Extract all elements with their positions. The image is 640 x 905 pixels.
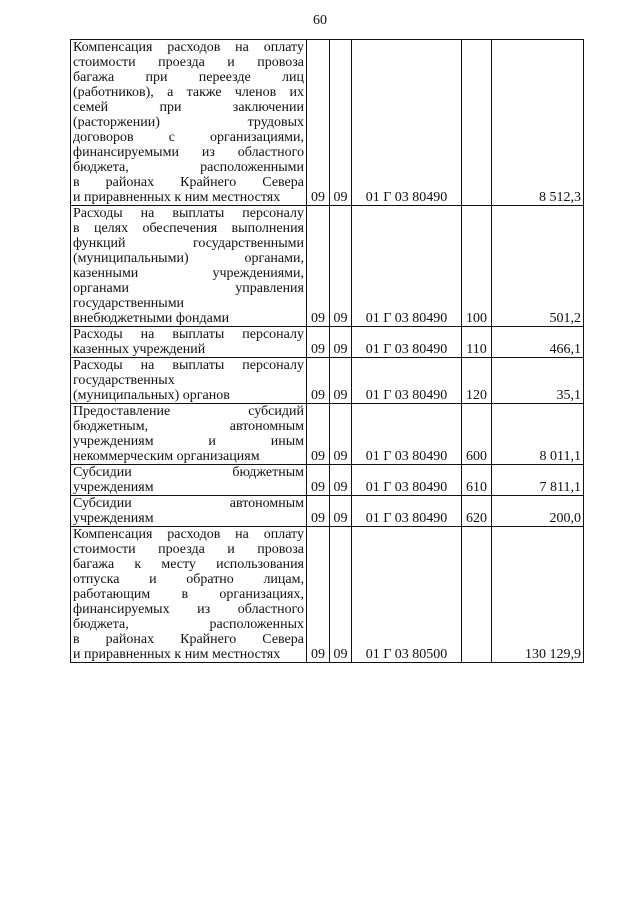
expense-name-line: бюджета, расположенными (73, 160, 304, 175)
amount-cell: 200,0 (492, 496, 584, 527)
expense-name-cell (71, 527, 307, 663)
budget-table (70, 39, 584, 663)
expense-type-cell: 610 (462, 465, 492, 496)
table-row (71, 206, 584, 327)
section-code-cell: 09 (307, 327, 330, 358)
budget-table-body (71, 40, 584, 663)
expense-name-line: багажа при переезде лиц (73, 70, 304, 85)
expense-name-line: Компенсация расходов на оплату (73, 527, 304, 542)
expense-type-cell: 120 (462, 358, 492, 404)
expense-name-line: и приравненных к ним местностях (73, 647, 281, 662)
expense-name-cell (71, 40, 307, 206)
expense-name-line: в целях обеспечения выполнения (73, 221, 304, 236)
table-row (71, 465, 584, 496)
table-row (71, 527, 584, 663)
amount-cell: 35,1 (492, 358, 584, 404)
expense-name-cell (71, 206, 307, 327)
expense-name-cell (71, 465, 307, 496)
section-code-cell: 09 (307, 465, 330, 496)
expense-name-line: бюджетным, автономным (73, 419, 304, 434)
expense-name-cell (71, 404, 307, 465)
amount-cell: 466,1 (492, 327, 584, 358)
subsection-code-cell: 09 (330, 358, 352, 404)
subsection-code-cell: 09 (330, 206, 352, 327)
expense-name-line: Субсидии бюджетным (73, 465, 304, 480)
expense-name-line: бюджета, расположенных (73, 617, 304, 632)
table-row (71, 404, 584, 465)
expense-name-line: учреждениям (73, 511, 154, 526)
subsection-code-cell: 09 (330, 40, 352, 206)
expense-name-cell (71, 327, 307, 358)
expense-type-cell: 110 (462, 327, 492, 358)
expense-name-line: стоимости проезда и провоза (73, 55, 304, 70)
table-row (71, 358, 584, 404)
expense-name-line: казенными учреждениями, (73, 266, 304, 281)
section-code-cell: 09 (307, 358, 330, 404)
expense-name-line: Расходы на выплаты персоналу (73, 327, 304, 342)
expense-name-line: финансируемых из областного (73, 602, 304, 617)
expense-name-line: работающим в организациях, (73, 587, 304, 602)
target-article-cell: 01 Г 03 80500 (352, 527, 462, 663)
section-code-cell: 09 (307, 206, 330, 327)
expense-name-line: (муниципальными) органами, (73, 251, 304, 266)
table-row (71, 496, 584, 527)
subsection-code-cell: 09 (330, 465, 352, 496)
subsection-code-cell: 09 (330, 404, 352, 465)
section-code-cell: 09 (307, 496, 330, 527)
page-number: 60 (313, 13, 327, 28)
expense-name-line: казенных учреждений (73, 342, 206, 357)
expense-name-line: (работников), а также членов их (73, 85, 304, 100)
subsection-code-cell: 09 (330, 496, 352, 527)
expense-name-line: (муниципальных) органов (73, 388, 230, 403)
expense-name-line: и приравненных к ним местностях (73, 190, 281, 205)
subsection-code-cell: 09 (330, 527, 352, 663)
expense-name-line: Компенсация расходов на оплату (73, 40, 304, 55)
section-code-cell: 09 (307, 527, 330, 663)
target-article-cell: 01 Г 03 80490 (352, 496, 462, 527)
table-row (71, 40, 584, 206)
amount-cell: 7 811,1 (492, 465, 584, 496)
expense-name-line: семей при заключении (73, 100, 304, 115)
expense-name-line: органами управления (73, 281, 304, 296)
target-article-cell: 01 Г 03 80490 (352, 404, 462, 465)
expense-name-line: государственными (73, 296, 185, 311)
expense-name-line: Предоставление субсидий (73, 404, 304, 419)
subsection-code-cell: 09 (330, 327, 352, 358)
expense-type-cell (462, 40, 492, 206)
expense-name-line: функций государственными (73, 236, 304, 251)
amount-cell: 8 011,1 (492, 404, 584, 465)
target-article-cell: 01 Г 03 80490 (352, 358, 462, 404)
expense-name-line: (расторжении) трудовых (73, 115, 304, 130)
amount-cell: 8 512,3 (492, 40, 584, 206)
target-article-cell: 01 Г 03 80490 (352, 206, 462, 327)
section-code-cell: 09 (307, 40, 330, 206)
expense-type-cell: 620 (462, 496, 492, 527)
expense-name-line: Субсидии автономным (73, 496, 304, 511)
expense-name-line: учреждениям и иным (73, 434, 304, 449)
expense-name-line: стоимости проезда и провоза (73, 542, 304, 557)
target-article-cell: 01 Г 03 80490 (352, 40, 462, 206)
expense-name-line: отпуска и обратно лицам, (73, 572, 304, 587)
expense-name-line: в районах Крайнего Севера (73, 175, 304, 190)
expense-name-line: учреждениям (73, 480, 154, 495)
expense-type-cell (462, 527, 492, 663)
expense-name-line: некоммерческим организациям (73, 449, 260, 464)
expense-name-line: Расходы на выплаты персоналу (73, 206, 304, 221)
expense-name-line: в районах Крайнего Севера (73, 632, 304, 647)
expense-name-cell (71, 496, 307, 527)
target-article-cell: 01 Г 03 80490 (352, 465, 462, 496)
expense-name-line: багажа к месту использования (73, 557, 304, 572)
section-code-cell: 09 (307, 404, 330, 465)
table-row (71, 327, 584, 358)
amount-cell: 501,2 (492, 206, 584, 327)
expense-type-cell: 100 (462, 206, 492, 327)
target-article-cell: 01 Г 03 80490 (352, 327, 462, 358)
expense-name-line: Расходы на выплаты персоналу (73, 358, 304, 373)
expense-name-line: договоров с организациями, (73, 130, 304, 145)
expense-type-cell: 600 (462, 404, 492, 465)
expense-name-line: финансируемыми из областного (73, 145, 304, 160)
expense-name-line: государственных (73, 373, 175, 388)
amount-cell: 130 129,9 (492, 527, 584, 663)
expense-name-cell (71, 358, 307, 404)
expense-name-line: внебюджетными фондами (73, 311, 230, 326)
